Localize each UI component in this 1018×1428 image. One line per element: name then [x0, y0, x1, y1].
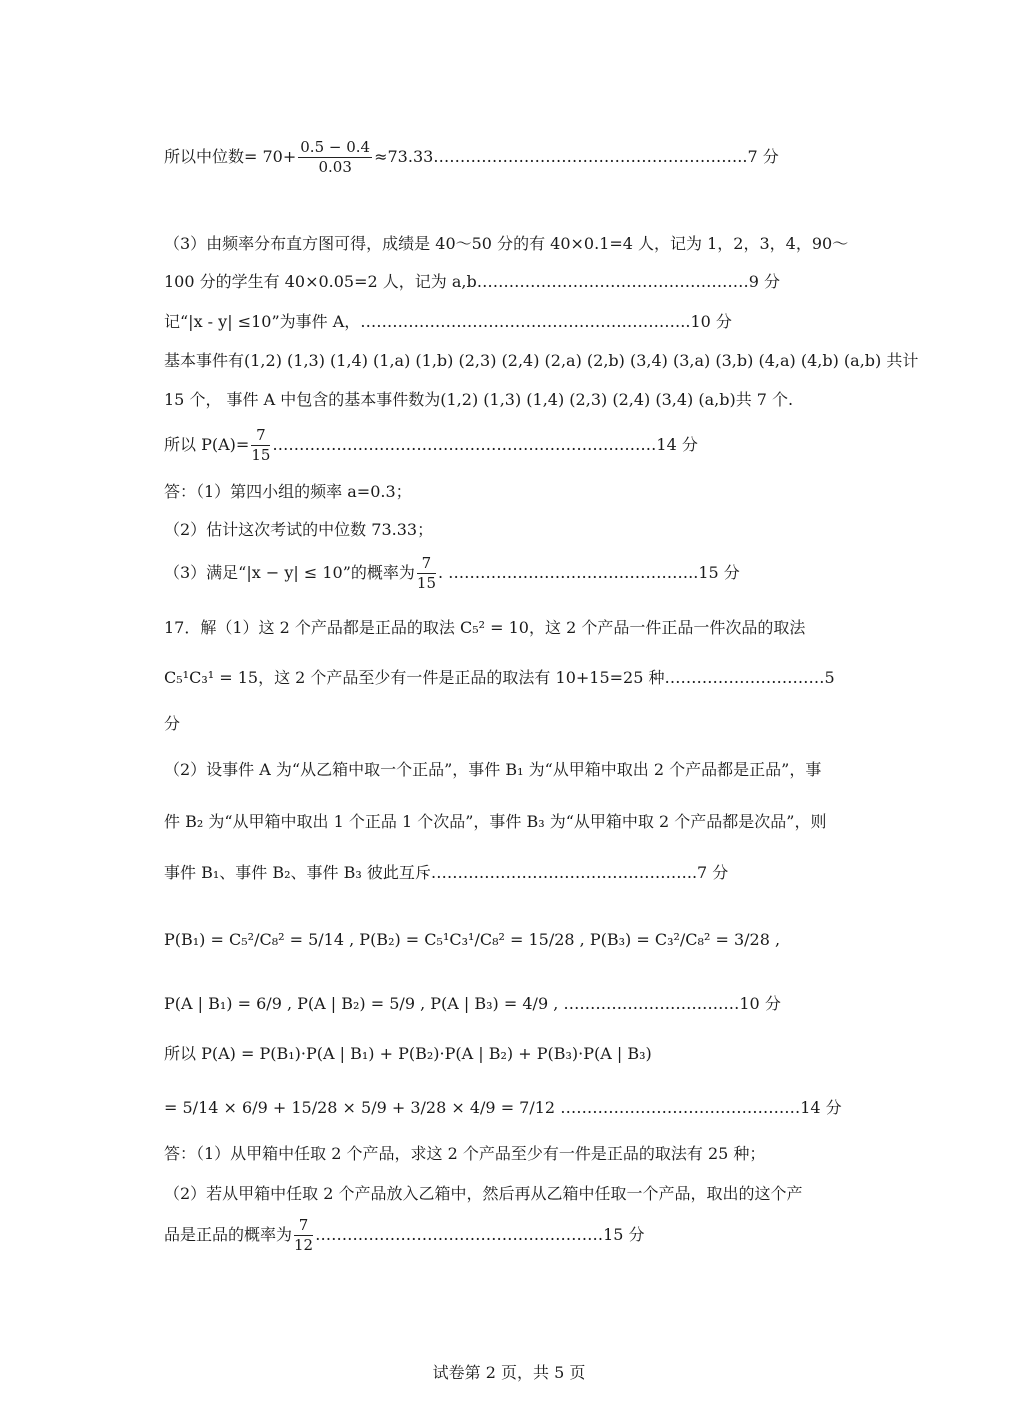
text-line: 分 [164, 714, 181, 733]
text-line: 件 B₂ 为“从甲箱中取出 1 个正品 1 个次品”，事件 B₃ 为“从甲箱中取 2 个产品都是次品”，则 [164, 812, 827, 831]
text-line: （2）设事件 A 为“从乙箱中取一个正品”，事件 B₁ 为“从甲箱中取出 2 个产品都是正品”，事 [164, 760, 822, 779]
text-line: 17．解（1）这 2 个产品都是正品的取法 C₅² = 10，这 2 个产品一件正品一件次品的取法 [164, 618, 806, 637]
text-line: （3）由频率分布直方图可得，成绩是 40～50 分的有 40×0.1=4 人，记为 1，2，3，4，90～ [164, 234, 849, 253]
answer-line: （3）满足“|x − y| ≤ 10”的概率为 $\frac{7}{15}$ . ………………………………………..15 分 [164, 554, 740, 592]
fraction: $\frac{7}{12}$ [294, 1216, 314, 1254]
text-line: 基本事件有(1,2) (1,3) (1,4) (1,a) (1,b) (2,3) (2,4) (2,a) (2,b) (3,4) (3,a) (3,b) (4,a) (4,b) (a,b) 共计 [164, 351, 919, 370]
fraction: $\frac{7}{15}$ [416, 554, 436, 592]
text-line: 100 分的学生有 40×0.05=2 人，记为 a,b……………………………………………9 分 [164, 272, 780, 291]
text-line: C₅¹C₃¹ = 15，这 2 个产品至少有一件是正品的取法有 10+15=25 种…………………………5 [164, 668, 835, 687]
answer-line: 答：（1）第四小组的频率 a=0.3； [164, 482, 412, 501]
formula-line: 所以 P(A) = P(B₁)·P(A | B₁) + P(B₂)·P(A | B₂) + P(B₃)·P(A | B₃) [164, 1044, 652, 1063]
answer-line: （2）若从甲箱中任取 2 个产品放入乙箱中，然后再从乙箱中任取一个产品，取出的这个产 [164, 1184, 803, 1203]
answer-line: 品是正品的概率为 $\frac{7}{12}$ ………………………………………………15 分 [164, 1216, 645, 1254]
answer-line: 答：（1）从甲箱中任取 2 个产品，求这 2 个产品至少有一件是正品的取法有 25 种； [164, 1144, 766, 1163]
fraction: $\frac{7}{15}$ [251, 426, 271, 464]
fraction: $\frac{0.5 - 0.4}{0.03}$ [300, 138, 371, 176]
answer-line: （2）估计这次考试的中位数 73.33； [164, 520, 434, 539]
formula-line: P(B₁) = C₅²/C₈² = 5/14 , P(B₂) = C₅¹C₃¹/C₈² = 15/28 , P(B₃) = C₃²/C₈² = 3/28 , [164, 930, 781, 949]
formula-line: P(A | B₁) = 6/9 , P(A | B₂) = 5/9 , P(A | B₃) = 4/9 , ……………………………10 分 [164, 994, 781, 1013]
formula-line: = 5/14 × 6/9 + 15/28 × 5/9 + 3/28 × 4/9 = 7/12 ………………………………………14 分 [164, 1098, 842, 1117]
probability-line: 所以 P(A)= $\frac{7}{15}$ ………………………………………………………………14 分 [164, 426, 698, 464]
median-line: 所以中位数= 70+ $\frac{0.5 - 0.4}{0.03}$ ≈73.33…………………………………………………..7 分 [164, 138, 779, 176]
text-line: 事件 B₁、事件 B₂、事件 B₃ 彼此互斥…………………………………………..7 分 [164, 863, 729, 882]
page-footer: 试卷第 2 页，共 5 页 [432, 1363, 586, 1382]
text-line: 记“|x - y| ≤10”为事件 A，……………………………………………………..10 分 [164, 312, 732, 331]
text-line: 15 个， 事件 A 中包含的基本事件数为(1,2) (1,3) (1,4) (2,3) (2,4) (3,4) (a,b)共 7 个. [164, 390, 794, 409]
